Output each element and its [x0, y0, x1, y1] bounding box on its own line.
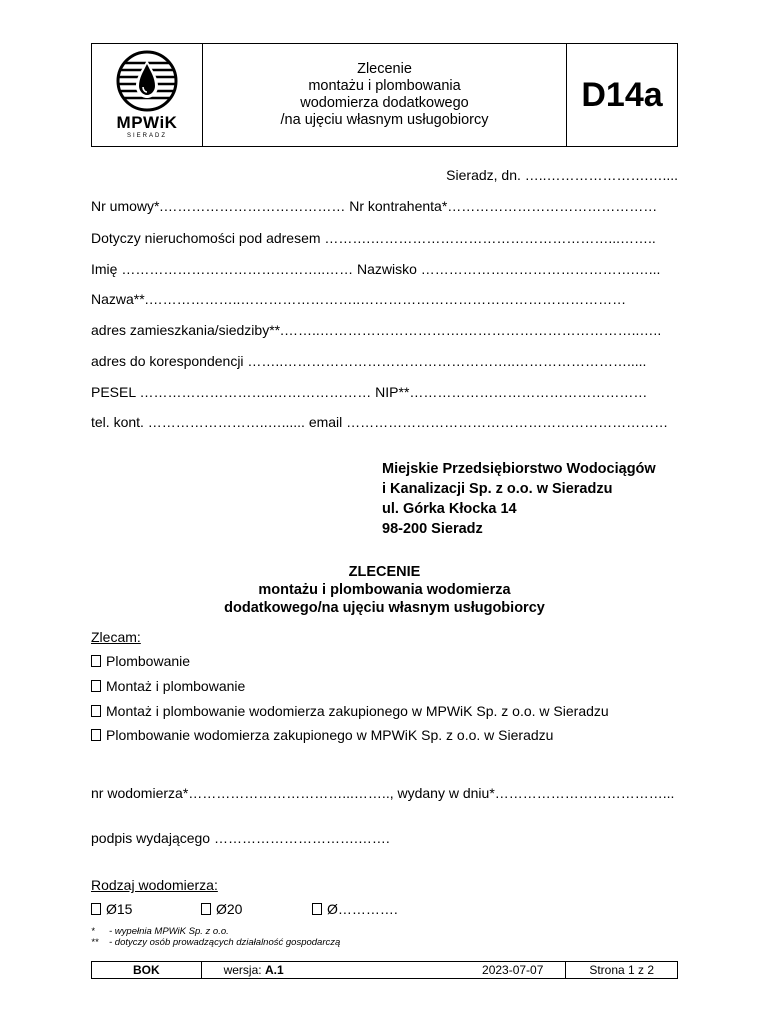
option-sealing[interactable] — [91, 653, 678, 670]
footer-version — [202, 962, 567, 978]
property-address-field[interactable]: Dotyczy nieruchomości pod adresem ……….……………………………………………...…….. — [91, 230, 656, 246]
pesel-nip-field[interactable]: PESEL ………………………..………………… NIP**…………………………………………… — [91, 384, 648, 400]
document-code: D14a — [581, 75, 663, 114]
contact-field[interactable]: tel. kont. ……………………..…...... email …………………………………………………………… — [91, 414, 669, 430]
name-field[interactable]: Imię ……………………………………..…… Nazwisko ……………………………………….…... — [91, 261, 661, 277]
meter-number-field[interactable]: nr wodomierza*……………………………...…….., wydany w dniu*………………………………... — [91, 785, 675, 801]
option-label: Montaż i plombowanie — [106, 678, 246, 694]
footnote-text: - wypełnia MPWiK Sp. z o.o. — [109, 926, 229, 937]
version-value: A.1 — [264, 963, 284, 977]
footnote — [91, 937, 340, 948]
diameter-label: Ø15 — [106, 901, 133, 917]
title-line: wodomierza dodatkowego — [300, 95, 469, 111]
signature-field[interactable]: podpis wydającego ………………………….……. — [91, 830, 390, 846]
checkbox[interactable] — [91, 705, 101, 717]
residence-address-field[interactable]: adres zamieszkania/siedziby**.……..………………………….………………………………..….. — [91, 322, 662, 338]
option-label: Montaż i plombowanie wodomierza zakupionego w MPWiK Sp. z o.o. w Sieradzu — [106, 703, 609, 719]
footer-department: BOK — [92, 962, 202, 978]
footnote-mark: * — [91, 926, 95, 937]
title-line: Zlecenie — [357, 61, 412, 77]
document-title — [203, 44, 567, 146]
version-label: wersja: — [223, 963, 262, 977]
logo-subtitle: SIERADZ — [126, 133, 167, 139]
date-field[interactable]: Sieradz, dn. …..………………….….... — [446, 167, 678, 183]
footer-page-number: Strona 1 z 2 — [589, 963, 655, 977]
company-name-field[interactable]: Nazwa**.………………..……………………..………………………………………………… — [91, 291, 627, 307]
correspondence-address-field[interactable]: adres do korespondencji ……..…………………………………………..……………………..... — [91, 353, 647, 369]
footnote — [91, 926, 229, 937]
diameter-option-other[interactable] — [312, 901, 398, 918]
checkbox[interactable] — [91, 729, 101, 741]
mpwik-logo-icon — [112, 50, 182, 112]
order-label: Zlecam: — [91, 629, 141, 645]
diameter-label: Ø20 — [216, 901, 243, 917]
checkbox[interactable] — [91, 903, 101, 915]
option-install-seal-purchased[interactable] — [91, 703, 678, 720]
footnote-mark: ** — [91, 937, 99, 948]
checkbox[interactable] — [312, 903, 322, 915]
address-line: Miejskie Przedsiębiorstwo Wodociągów — [382, 461, 656, 477]
address-line: i Kanalizacji Sp. z o.o. w Sieradzu — [382, 481, 613, 497]
title-line: montażu i plombowania — [308, 78, 461, 94]
order-title-line: dodatkowego/na ujęciu własnym usługobiorcy — [224, 600, 545, 616]
logo-cell — [92, 44, 203, 146]
option-label: Plombowanie wodomierza zakupionego w MPWiK Sp. z o.o. w Sieradzu — [106, 727, 554, 743]
checkbox[interactable] — [91, 655, 101, 667]
diameter-option-15[interactable] — [91, 901, 132, 918]
option-seal-purchased[interactable] — [91, 727, 678, 744]
diameter-label: Ø…………. — [327, 901, 398, 917]
order-title-line: montażu i plombowania wodomierza — [258, 582, 511, 598]
diameter-option-20[interactable] — [201, 901, 242, 918]
checkbox[interactable] — [201, 903, 211, 915]
contract-number-field[interactable]: Nr umowy*.………………………………… Nr kontrahenta*……………………………………… — [91, 198, 658, 214]
title-line: /na ujęciu własnym usługobiorcy — [280, 112, 489, 128]
recipient-address — [382, 459, 656, 539]
address-line: 98-200 Sieradz — [382, 521, 483, 537]
meter-type-label: Rodzaj wodomierza: — [91, 877, 218, 893]
checkbox[interactable] — [91, 680, 101, 692]
address-line: ul. Górka Kłocka 14 — [382, 501, 517, 517]
option-label: Plombowanie — [106, 653, 191, 669]
document-footer — [91, 961, 678, 979]
order-title-line: ZLECENIE — [348, 564, 421, 580]
option-install-seal[interactable] — [91, 678, 678, 695]
logo-text: MPWiK — [116, 113, 178, 132]
footnote-text: - dotyczy osób prowadzących działalność gospodarczą — [109, 937, 341, 948]
footer-date: 2023-07-07 — [482, 963, 544, 977]
document-header — [91, 43, 678, 147]
order-title — [91, 563, 678, 617]
